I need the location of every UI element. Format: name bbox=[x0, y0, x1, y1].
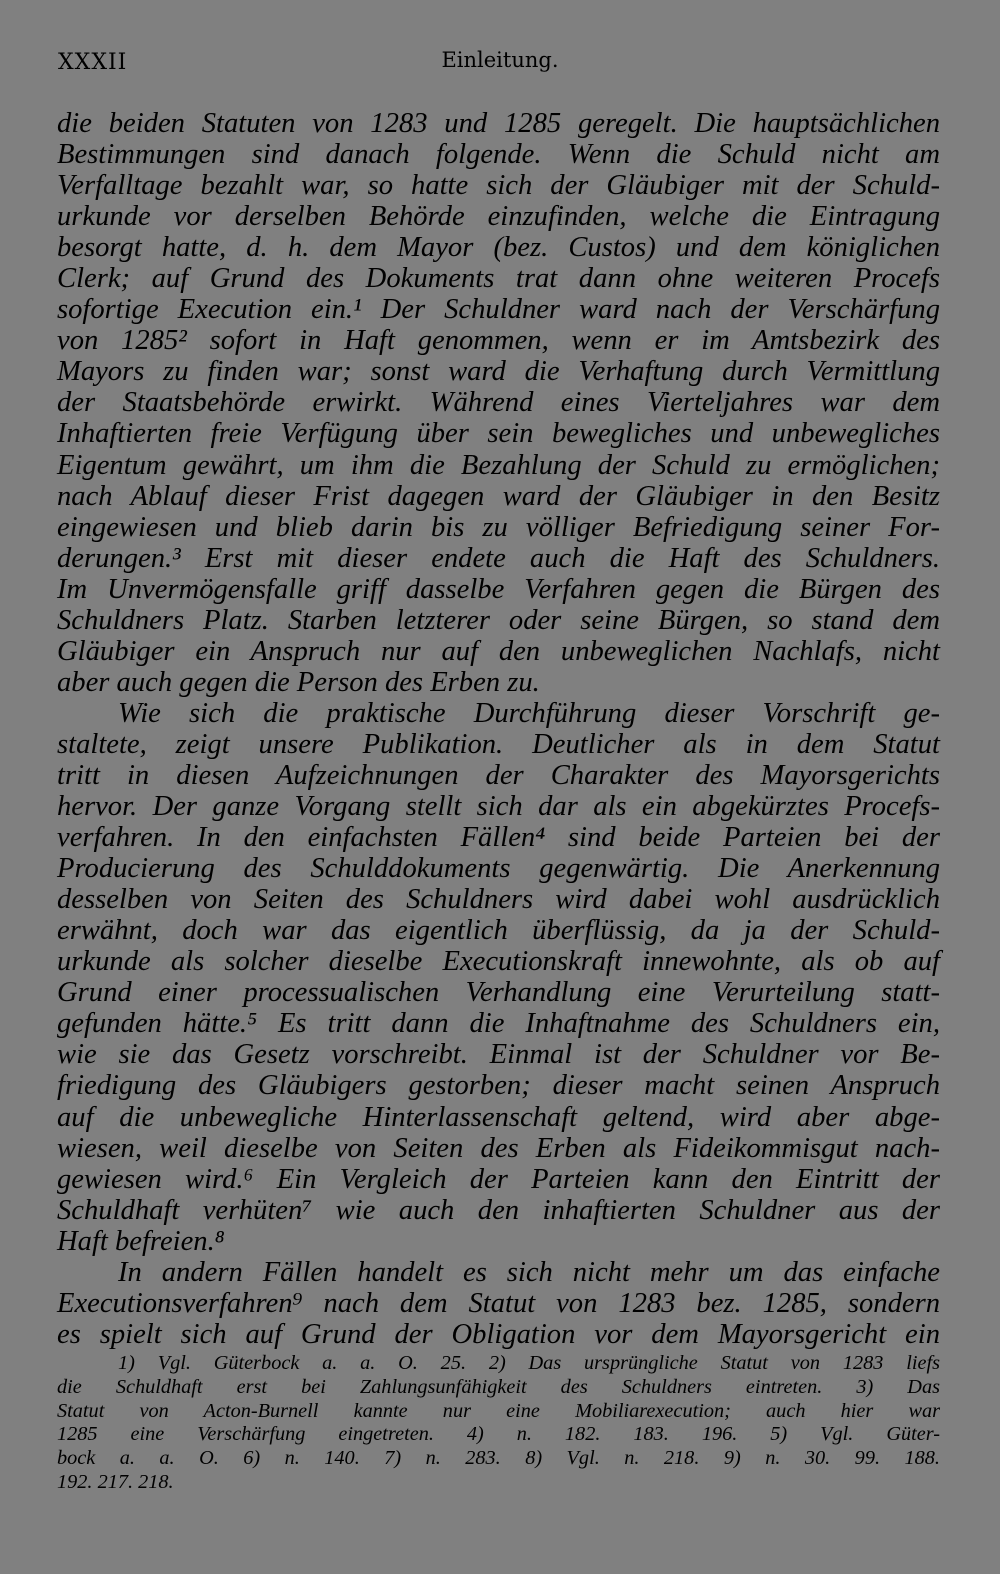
text-line: Gläubiger ein Anspruch nur auf den unbeweglichen Nachlafs, nicht bbox=[57, 635, 940, 667]
text-line: die beiden Statuten von 1283 und 1285 geregelt. Die hauptsächlichen bbox=[57, 108, 940, 139]
text-line: verfahren. In den einfachsten Fällen⁴ sind beide Parteien bei der bbox=[57, 822, 940, 854]
text-line: Verfalltage bezahlt war, so hatte sich der Gläubiger mit der Schuld- bbox=[57, 170, 940, 202]
footnote-line: 1285 eine Verschärfung eingetreten. 4) n. 182. 183. 196. 5) Vgl. Güter- bbox=[57, 1423, 940, 1446]
text-line: Schuldhaft verhüten⁷ wie auch den inhaftierten Schuldner aus der bbox=[57, 1194, 940, 1226]
text-line: nach Ablauf dieser Frist dagegen ward der Gläubiger in den Besitz bbox=[57, 480, 940, 512]
footnote-line: Statut von Acton-Burnell kannte nur eine Mobiliarexecution; auch hier war bbox=[57, 1399, 940, 1422]
text-line: Bestimmungen sind danach folgende. Wenn die Schuld nicht am bbox=[57, 139, 940, 171]
text-line: friedigung des Gläubigers gestorben; dieser macht seinen Anspruch bbox=[57, 1070, 940, 1102]
text-line: staltete, zeigt unsere Publikation. Deutlicher als in dem Statut bbox=[57, 728, 940, 760]
text-line: erwähnt, doch war das eigentlich überflüssig, da ja der Schuld- bbox=[57, 915, 940, 947]
page-number: XXXII bbox=[58, 50, 128, 75]
text-line: hervor. Der ganze Vorgang stellt sich dar als ein abgekürztes Procefs- bbox=[57, 791, 940, 823]
footnote-line: 1) Vgl. Güterbock a. a. O. 25. 2) Das ursprüngliche Statut von 1283 liefs bbox=[118, 1352, 940, 1374]
text-line: Mayors zu finden war; sonst ward die Verhaftung durch Vermittlung bbox=[57, 356, 940, 388]
text-line: wie sie das Gesetz vorschreibt. Einmal ist der Schuldner vor Be- bbox=[57, 1039, 940, 1071]
text-line: Wie sich die praktische Durchführung dieser Vorschrift ge- bbox=[118, 697, 940, 729]
text-line: desselben von Seiten des Schuldners wird dabei wohl ausdrücklich bbox=[57, 884, 940, 916]
text-line: urkunde als solcher dieselbe Executionskraft innewohnte, als ob auf bbox=[57, 946, 940, 978]
text-line: tritt in diesen Aufzeichnungen der Charakter des Mayorsgerichts bbox=[57, 759, 940, 791]
text-line: Inhaftierten freie Verfügung über sein bewegliches und unbewegliches bbox=[57, 418, 940, 450]
text-line: sofortige Execution ein.¹ Der Schuldner ward nach der Verschärfung bbox=[57, 294, 940, 326]
running-title: Einleitung. bbox=[441, 48, 559, 72]
text-line: urkunde vor derselben Behörde einzufinden, welche die Eintragung bbox=[57, 201, 940, 233]
text-line: Eigentum gewährt, um ihm die Bezahlung der Schuld zu ermöglichen; bbox=[57, 449, 940, 481]
footnote-line: 192. 217. 218. bbox=[57, 1470, 174, 1493]
text-line: Executionsverfahren⁹ nach dem Statut von 1283 bez. 1285, sondern bbox=[57, 1287, 940, 1319]
footnotes bbox=[57, 1352, 940, 1495]
text-line: Haft befreien.⁸ bbox=[57, 1225, 225, 1257]
text-line: der Staatsbehörde erwirkt. Während eines Vierteljahres war dem bbox=[57, 387, 940, 419]
text-line: Grund einer processualischen Verhandlung eine Verurteilung statt- bbox=[57, 977, 940, 1009]
text-line: gewiesen wird.⁶ Ein Vergleich der Parteien kann den Eintritt der bbox=[57, 1163, 940, 1195]
main-text bbox=[57, 108, 940, 1350]
text-line: Schuldners Platz. Starben letzterer oder seine Bürgen, so stand dem bbox=[57, 604, 940, 636]
footnote-line: bock a. a. O. 6) n. 140. 7) n. 283. 8) Vgl. n. 218. 9) n. 30. 99. 188. bbox=[57, 1447, 940, 1470]
footnote-line: die Schuldhaft erst bei Zahlungsunfähigkeit des Schuldners eintreten. 3) Das bbox=[57, 1375, 940, 1398]
text-line: In andern Fällen handelt es sich nicht mehr um das einfache bbox=[118, 1256, 940, 1288]
text-line: wiesen, weil dieselbe von Seiten des Erben als Fideikommisgut nach- bbox=[57, 1132, 940, 1164]
text-line: derungen.³ Erst mit dieser endete auch die Haft des Schuldners. bbox=[57, 542, 940, 574]
text-line: Im Unvermögensfalle griff dasselbe Verfahren gegen die Bürgen des bbox=[57, 573, 940, 605]
text-line: besorgt hatte, d. h. dem Mayor (bez. Custos) und dem königlichen bbox=[57, 232, 940, 264]
text-line: eingewiesen und blieb darin bis zu völliger Befriedigung seiner For- bbox=[57, 511, 940, 543]
text-line: Producierung des Schulddokuments gegenwärtig. Die Anerkennung bbox=[57, 853, 940, 885]
text-line: es spielt sich auf Grund der Obligation vor dem Mayorsgericht ein bbox=[57, 1318, 940, 1350]
text-line: aber auch gegen die Person des Erben zu. bbox=[57, 666, 540, 698]
text-line: von 1285² sofort in Haft genommen, wenn er im Amtsbezirk des bbox=[57, 325, 940, 357]
text-line: gefunden hätte.⁵ Es tritt dann die Inhaftnahme des Schuldners ein, bbox=[57, 1008, 940, 1040]
text-line: auf die unbewegliche Hinterlassenschaft geltend, wird aber abge- bbox=[57, 1101, 940, 1133]
text-line: Clerk; auf Grund des Dokuments trat dann ohne weiteren Procefs bbox=[57, 263, 940, 295]
